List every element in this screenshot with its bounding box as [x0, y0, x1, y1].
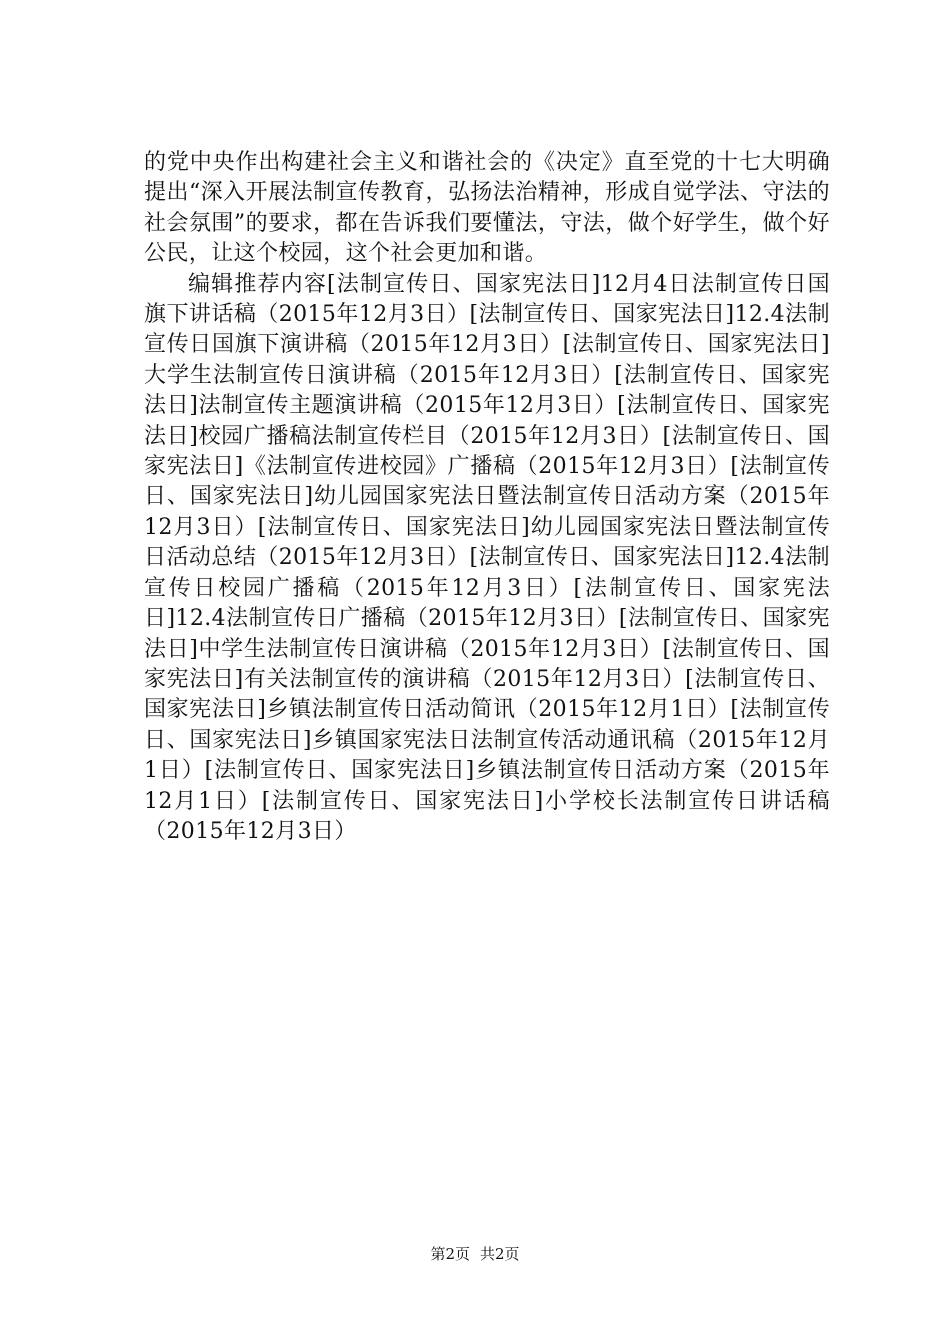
page-footer: [0, 1244, 950, 1264]
page-number: 第2页: [430, 1245, 470, 1263]
page-total: 共2页: [480, 1245, 520, 1263]
paragraph-recommended-content: 编辑推荐内容[法制宣传日、国家宪法日]12月4日法制宣传日国旗下讲话稿（2015年12月3日）[法制宣传日、国家宪法日]12.4法制宣传日国旗下演讲稿（2015年12月3日）[法制宣传日、国家宪法日]大学生法制宣传日演讲稿（2015年12月3日）[法制宣传日、国家宪法日]法制宣传主题演讲稿（2015年12月3日）[法制宣传日、国家宪法日]校园广播稿法制宣传栏目（2015年12月3日）[法制宣传日、国家宪法日]《法制宣传进校园》广播稿（2015年12月3日）[法制宣传日、国家宪法日]幼儿园国家宪法日暨法制宣传日活动方案（2015年12月3日）[法制宣传日、国家宪法日]幼儿园国家宪法日暨法制宣传日活动总结（2015年12月3日）[法制宣传日、国家宪法日]12.4法制宣传日校园广播稿（2015年12月3日）[法制宣传日、国家宪法日]12.4法制宣传日广播稿（2015年12月3日）[法制宣传日、国家宪法日]中学生法制宣传日演讲稿（2015年12月3日）[法制宣传日、国家宪法日]有关法制宣传的演讲稿（2015年12月3日）[法制宣传日、国家宪法日]乡镇法制宣传日活动简讯（2015年12月1日）[法制宣传日、国家宪法日]乡镇国家宪法日法制宣传活动通讯稿（2015年12月1日）[法制宣传日、国家宪法日]乡镇法制宣传日活动方案（2015年12月1日）[法制宣传日、国家宪法日]小学校长法制宣传日讲话稿（2015年12月3日）: [144, 271, 830, 844]
document-body: [144, 148, 830, 847]
paragraph-continuation: 的党中央作出构建社会主义和谐社会的《决定》直至党的十七大明确提出“深入开展法制宣传教育，弘扬法治精神，形成自觉学法、守法的社会氛围”的要求，都在告诉我们要懂法，守法，做个好学生，做个好公民，让这个校园，这个社会更加和谐。: [144, 150, 830, 267]
